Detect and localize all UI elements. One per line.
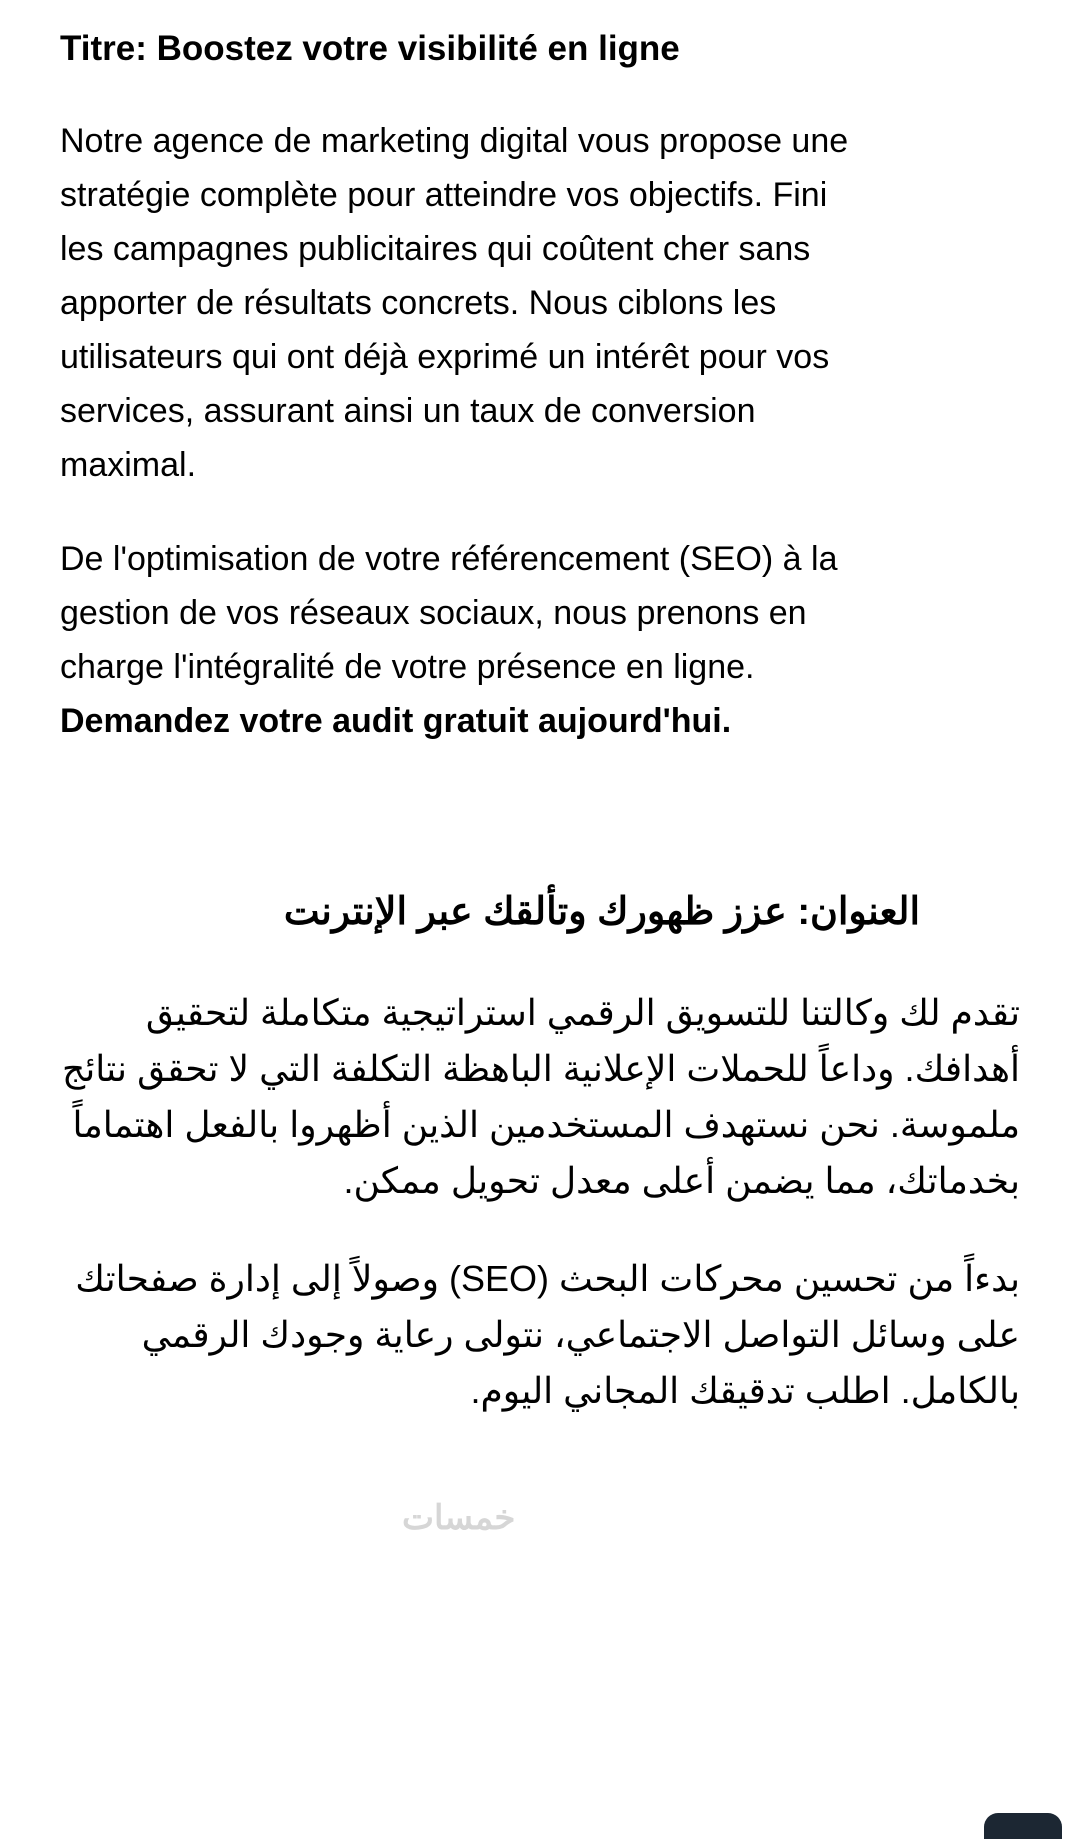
arabic-section bbox=[0, 888, 1080, 1419]
arabic-paragraph-1: تقدم لك وكالتنا للتسويق الرقمي استراتيجية متكاملة لتحقيق أهدافك. وداعاً للحملات الإعلانية الباهظة التكلفة التي لا تحقق نتائج ملموسة. نحن نستهدف المستخدمين الذين أظهروا بالفعل اهتماماً بخدماتك، مما يضمن أعلى معدل تحويل ممكن. bbox=[61, 991, 1020, 1201]
french-paragraph-2-regular: De l'optimisation de votre référencement (SEO) à la gestion de vos réseaux sociaux, nous prenons en charge l'intégralité de votre présence en ligne. bbox=[60, 539, 838, 686]
french-paragraph-2 bbox=[60, 532, 865, 748]
french-paragraph-1: Notre agence de marketing digital vous propose une stratégie complète pour atteindre vos objectifs. Fini les campagnes publicitaires qui coûtent cher sans apporter de résultats concrets. Nous ciblons les utilisateurs qui ont déjà exprimé un intérêt pour vos services, assurant ainsi un taux de conversion maximal. bbox=[60, 121, 849, 484]
floating-action-button-partial[interactable] bbox=[984, 1813, 1062, 1839]
arabic-title: العنوان: عزز ظهورك وتألقك عبر الإنترنت bbox=[283, 890, 920, 933]
french-section bbox=[0, 0, 865, 748]
french-title: Titre: Boostez votre visibilité en ligne bbox=[60, 29, 680, 68]
french-paragraph-2-bold-cta: Demandez votre audit gratuit aujourd'hui. bbox=[60, 701, 732, 740]
khamsat-watermark: خمسات bbox=[402, 1499, 516, 1537]
arabic-paragraph-2: بدءاً من تحسين محركات البحث (SEO) وصولاً إلى إدارة صفحاتك على وسائل التواصل الاجتماعي، نتولى رعاية وجودك الرقمي بالكامل. اطلب تدقيقك المجاني اليوم. bbox=[75, 1257, 1020, 1411]
